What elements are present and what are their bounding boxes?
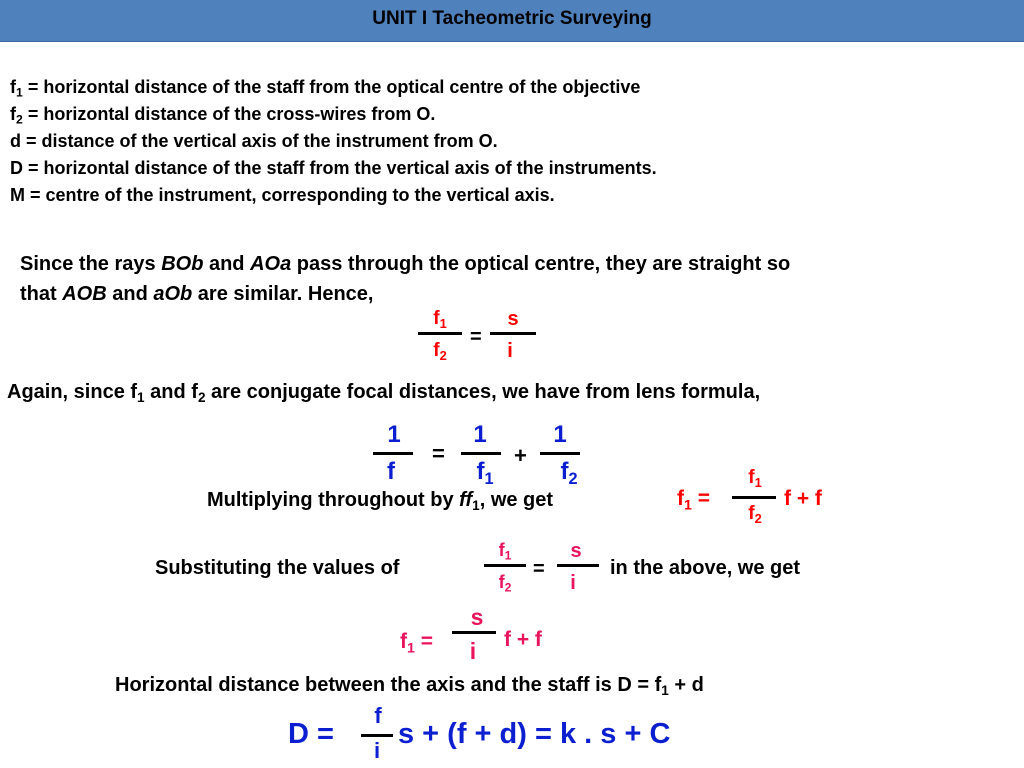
text: f	[677, 487, 684, 510]
text: pass through the optical centre, they are straight so	[291, 253, 791, 275]
definition-d	[10, 131, 498, 152]
definition-f2	[10, 104, 435, 125]
text: AOa	[250, 253, 292, 275]
text: are similar. Hence,	[192, 283, 374, 305]
denominator-i: i	[507, 340, 513, 362]
fraction-bar	[484, 564, 526, 567]
plus-sign: +	[514, 443, 527, 468]
numerator-1: 1	[387, 421, 401, 448]
text: Multiplying throughout by	[207, 489, 460, 511]
text: =	[691, 487, 711, 510]
text: BOb	[161, 253, 204, 275]
denominator-f: f	[387, 458, 395, 485]
text: f	[498, 572, 505, 592]
subscript: 2	[439, 347, 447, 363]
numerator-s: s	[570, 540, 582, 562]
fraction-bar	[490, 332, 536, 335]
subscript: 1	[407, 640, 415, 657]
numerator-s: s	[470, 604, 484, 630]
denominator-f2	[490, 572, 520, 593]
denominator-f1	[470, 458, 500, 486]
subscript: 2	[504, 580, 512, 595]
text: f	[400, 630, 407, 653]
text: , we get	[479, 489, 554, 511]
symbol: f	[10, 104, 16, 124]
text: + d	[668, 674, 704, 696]
symbol: d	[10, 131, 21, 151]
paragraph-rays-line1	[20, 253, 790, 276]
fraction-bar	[361, 734, 393, 737]
subscript: 1	[439, 315, 447, 331]
symbol: D	[10, 158, 23, 178]
text: f	[433, 308, 440, 329]
lhs-f1	[400, 630, 434, 657]
text: f	[498, 540, 505, 560]
denominator-f2	[554, 458, 584, 486]
fraction-bar	[461, 452, 501, 455]
symbol: f	[10, 77, 16, 97]
subscript: 2	[197, 390, 206, 406]
symbol: M	[10, 185, 25, 205]
equals-sign: =	[470, 326, 482, 348]
definition-text: = centre of the instrument, corresponding to the vertical axis.	[25, 185, 555, 205]
text: Again, since f	[7, 381, 138, 403]
rhs-expression: s + (f + d) = k . s + C	[398, 718, 671, 750]
subscript: 1	[661, 683, 669, 699]
numerator-f: f	[374, 703, 382, 728]
definition-text: = horizontal distance of the staff from the vertical axis of the instruments.	[23, 158, 657, 178]
equals-sign: =	[432, 441, 445, 466]
text: f	[476, 458, 485, 485]
text: and f	[144, 381, 198, 403]
numerator-f1	[490, 540, 520, 561]
paragraph-conjugate	[7, 381, 760, 404]
denominator-i: i	[373, 738, 381, 763]
numerator-1: 1	[553, 421, 567, 448]
definition-D	[10, 158, 657, 179]
fraction-bar	[418, 332, 462, 335]
fraction-bar	[732, 496, 776, 499]
fraction-bar	[452, 631, 496, 634]
subscript: 1	[754, 474, 762, 490]
paragraph-rays-line2	[20, 283, 373, 306]
fraction-bar	[557, 564, 599, 567]
subscript: 1	[472, 498, 480, 514]
subscript: 2	[16, 112, 23, 127]
lhs-D: D =	[288, 718, 334, 750]
lhs-f1	[677, 487, 711, 514]
subscript: 1	[504, 548, 512, 563]
text: ff	[459, 489, 473, 511]
definition-text: = horizontal distance of the cross-wires from O.	[22, 104, 436, 124]
definition-M	[10, 185, 555, 206]
fraction-bar	[540, 452, 580, 455]
subscript: 1	[16, 85, 23, 100]
rhs-expression: f + f	[504, 628, 542, 651]
numerator-1: 1	[473, 421, 487, 448]
numerator-s: s	[507, 308, 519, 330]
text: f	[433, 340, 440, 361]
subscript: 1	[684, 497, 692, 514]
text: and	[106, 283, 154, 305]
denominator-i: i	[570, 572, 576, 594]
text: =	[414, 630, 434, 653]
subscript: 1	[137, 390, 145, 406]
page-title: UNIT I Tacheometric Surveying	[372, 8, 652, 29]
subscript: 2	[568, 469, 578, 488]
text: are conjugate focal distances, we have from lens formula,	[205, 381, 761, 403]
text: Since the rays	[20, 253, 162, 275]
rhs-expression: f + f	[784, 487, 822, 510]
fraction-bar	[373, 452, 413, 455]
text: AOB	[62, 283, 107, 305]
text: and	[203, 253, 251, 275]
numerator-f1	[740, 467, 770, 489]
text: f	[560, 458, 569, 485]
equals-sign: =	[533, 558, 545, 580]
denominator-f2	[425, 340, 455, 362]
definition-f1	[10, 77, 640, 98]
subscript: 1	[484, 469, 494, 488]
definition-text: = horizontal distance of the staff from the optical centre of the objective	[22, 77, 641, 97]
text: aOb	[153, 283, 193, 305]
text: that	[20, 283, 63, 305]
paragraph-substituting-b: in the above, we get	[610, 557, 801, 579]
text: f	[748, 503, 755, 524]
paragraph-horizontal-distance	[115, 674, 704, 697]
denominator-f2	[740, 503, 770, 525]
text: Horizontal distance between the axis and the staff is D = f	[115, 674, 662, 696]
paragraph-substituting-a: Substituting the values of	[155, 557, 400, 579]
definition-text: = distance of the vertical axis of the instrument from O.	[21, 131, 498, 151]
text: f	[748, 467, 755, 488]
subscript: 2	[754, 510, 762, 526]
numerator-f1	[425, 308, 455, 330]
paragraph-multiplying	[207, 489, 553, 512]
denominator-i: i	[469, 638, 477, 664]
title-bar	[0, 0, 1024, 42]
